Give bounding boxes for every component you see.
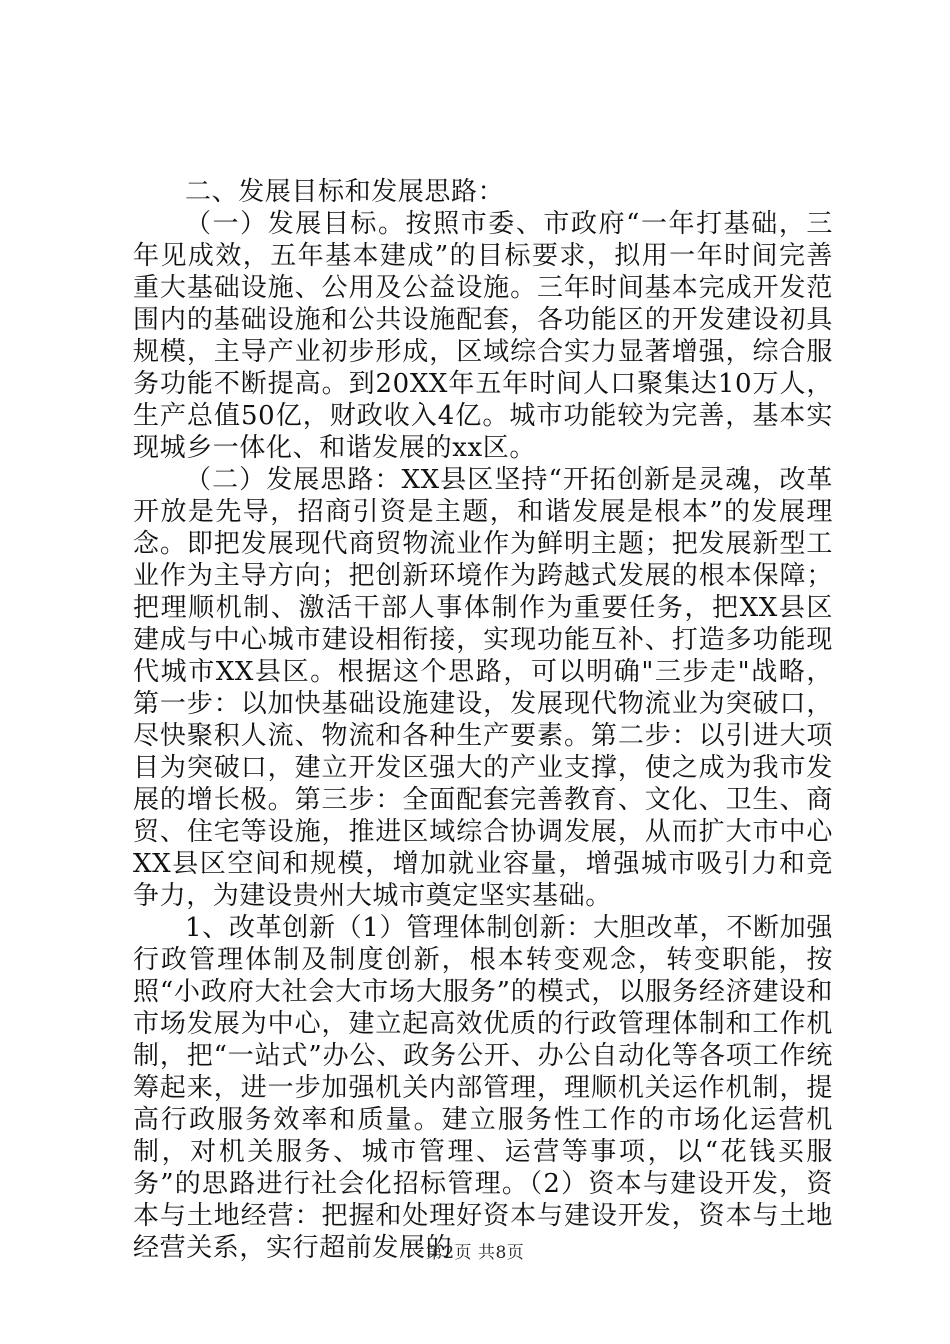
paragraph-development-approach: （二）发展思路：XX县区坚持“开拓创新是灵魂，改革开放是先导，招商引资是主题，和谐发展是根本”的发展理念。即把发展现代商贸物流业作为鲜明主题；把发展新型工业作为主导方向；把创新环境作为跨越式发展的根本保障；把理顺机制、激活干部人事体制作为重要任务，把XX县区建成与中心城市建设相衔接，实现功能互补、打造多功能现代城市XX县区。根据这个思路，可以明确"三步走"战略，第一步：以加快基础设施建设，发展现代物流业为突破口，尽快聚积人流、物流和各种生产要素。第二步：以引进大项目为突破口，建立开发区强大的产业支撑，使之成为我市发展的增长极。第三步：全面配套完善教育、文化、卫生、商贸、住宅等设施，推进区域综合协调发展，从而扩大市中心XX县区空间和规模，增加就业容量，增强城市吸引力和竞争力，为建设贵州大城市奠定坚实基础。 (133, 465, 833, 911)
section-heading: 二、发展目标和发展思路： (185, 177, 505, 207)
page-number-footer: 第2页 共8页 (425, 1243, 525, 1263)
paragraph-reform-innovation: 1、改革创新（1）管理体制创新：大胆改革，不断加强行政管理体制及制度创新，根本转变观念，转变职能，按照“小政府大社会大市场大服务”的模式，以服务经济建设和市场发展为中心，建立起高效优质的行政管理体制和工作机制，把“一站式”办公、政务公开、办公自动化等各项工作统筹起来，进一步加强机关内部管理，理顺机关运作机制，提高行政服务效率和质量。建立服务性工作的市场化运营机制，对机关服务、城市管理、运营等事项，以“花钱买服务”的思路进行社会化招标管理。（2）资本与建设开发，资本与土地经营：把握和处理好资本与建设开发，资本与土地经营关系，实行超前发展的 (133, 913, 833, 1263)
document-body (133, 176, 833, 1264)
paragraph-development-goal: （一）发展目标。按照市委、市政府“一年打基础，三年见成效，五年基本建成”的目标要求，拟用一年时间完善重大基础设施、公用及公益设施。三年时间基本完成开发范围内的基础设施和公共设施配套，各功能区的开发建设初具规模，主导产业初步形成，区域综合实力显著增强，综合服务功能不断提高。到20XX年五年时间人口聚集达10万人，生产总值50亿，财政收入4亿。城市功能较为完善，基本实现城乡一体化、和谐发展的xx区。 (133, 209, 833, 463)
